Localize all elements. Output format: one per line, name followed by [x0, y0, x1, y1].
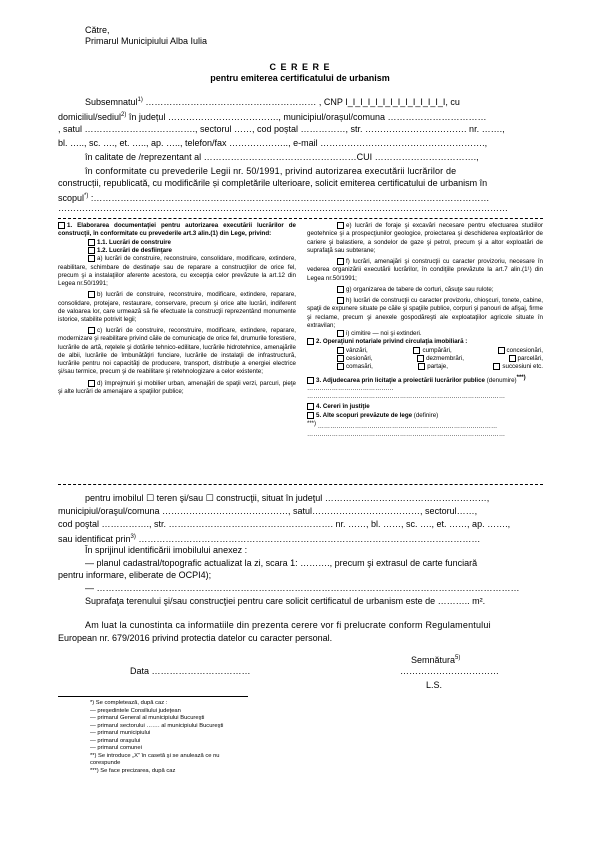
- divider-top: [58, 218, 543, 219]
- option-dezmembrari[interactable]: dezmembrări,: [417, 355, 464, 363]
- section-5-line-2[interactable]: ……………………………………………………………………………………: [307, 431, 505, 439]
- applicant-line-5[interactable]: în calitate de /reprezentant al ……………………………………………CUI …………………………….,: [85, 152, 479, 162]
- left-column: [58, 222, 296, 396]
- property-line-1[interactable]: pentru imobilul ☐ teren şi/sau ☐ construcţii, situat în judeţul ………………………………………………,: [85, 493, 490, 503]
- item-g[interactable]: g) organizarea de tabere de corturi, căsuţe sau rulote;: [307, 286, 543, 294]
- option-succesiuni[interactable]: succesiuni etc.: [493, 363, 543, 371]
- purpose-line[interactable]: scopul*) :……………………………………………………………………………………………………………………: [58, 193, 490, 203]
- item-h[interactable]: h) lucrări de construcţii cu caracter provizoriu, chioşcuri, tonete, cabine, spaţii de expunere situate pe căile şi spaţiile publice, corpuri şi panouri de afişaj, firme şi reclame, precum şi anexele gospodăreşti ale exploataţiilor agricole situate în extravilan;: [307, 297, 543, 329]
- property-line-2[interactable]: municipiul/oraşul/comuna ……………………………………, satul………………………………, sectorul……,: [58, 506, 478, 516]
- section-5-heading[interactable]: 5. Alte scopuri prevăzute de lege (definire): [307, 412, 543, 420]
- property-line-3[interactable]: cod poştal ……………., str. ………………………………………………. nr. ……, bl. ……, sc. …., et. ……, ap. …….,: [58, 519, 511, 529]
- ls-label: L.S.: [426, 680, 443, 690]
- checkbox[interactable]: [88, 327, 95, 334]
- attachment-other[interactable]: — ……………………………………………………………………………………………………………………………: [85, 583, 520, 593]
- attachment-plan[interactable]: — planul cadastral/topografic actualizat la zi, scara 1: ………., precum şi extrasul de carte funciară: [85, 558, 478, 568]
- notarial-options-row-2: [307, 355, 543, 363]
- section-2-heading[interactable]: 2. Operaţiuni notariale privind circulaţia imobiliară :: [307, 338, 543, 346]
- applicant-line-2[interactable]: domiciliul/sediul$^{2)}$ în județul ………………………………., municipiul/orașul/comuna ……………………………: [58, 112, 487, 122]
- recipient-name: Primarul Municipiului Alba Iulia: [85, 36, 208, 46]
- checkbox[interactable]: [493, 363, 500, 370]
- property-line-4[interactable]: sau identificat prin$^{3)}$ ……………………………………………………………………………………………………: [58, 534, 481, 544]
- gdpr-line-2: European nr. 679/2016 privind protectia datelor cu caracter personal.: [58, 633, 333, 643]
- checkbox[interactable]: [417, 355, 424, 362]
- attachment-plan-2: pentru informare, eliberate de OCPI4);: [58, 570, 212, 580]
- section-3-heading[interactable]: 3. Adjudecarea prin licitaţie a proiectării lucrărilor publice (denumire)***) ……………………………………: [307, 374, 526, 392]
- item-d[interactable]: d) împrejmuiri şi mobilier urban, amenajări de spaţii verzi, parcuri, pieţe şi alte lucrări de amenajare a spaţiilor publice;: [58, 379, 296, 395]
- checkbox[interactable]: [58, 222, 65, 229]
- option-parcelari[interactable]: parcelări,: [509, 355, 543, 363]
- applicant-line-4[interactable]: bl. ….., sc. …., et. ….., ap. ….., telefon/fax ……………….., e-mail ……………………………………………….,: [58, 138, 488, 148]
- signature-label: Semnătura$^{5)}$: [411, 655, 461, 665]
- section-1-1[interactable]: 1.1. Lucrări de construire: [58, 239, 296, 247]
- section-4-heading[interactable]: 4. Cereri în justiţie: [307, 403, 543, 411]
- checkbox[interactable]: [337, 297, 344, 304]
- notarial-options-row-3: [307, 363, 543, 371]
- option-cumparari[interactable]: cumpărări,: [413, 347, 451, 355]
- section-1-2[interactable]: 1.2. Lucrări de desfiinţare: [58, 247, 296, 255]
- checkbox[interactable]: [337, 355, 344, 362]
- footnote-rule: [58, 696, 248, 697]
- checkbox[interactable]: [337, 286, 344, 293]
- law-text-2: construcții, republicată, cu modificările și completările ulterioare, solicit emiterea certificatului de urbanism în: [58, 178, 488, 188]
- checkbox[interactable]: [498, 347, 505, 354]
- applicant-line-1: Subsemnatul$^{1)}$ ………………………………………………… , CNP I_I_I_I_I_I_I_I_I_I_I_I_I_I, cu: [85, 97, 460, 107]
- section-1-heading[interactable]: 1. Elaborarea documentaţiei pentru autorizarea executării lucrărilor de construcţii, în conformitate cu prevederile art.3 alin.(1) din Lege, privind:: [58, 222, 296, 238]
- law-text-1: în conformitate cu prevederile Legii nr. 50/1991, privind autorizarea executării lucrărilor de: [85, 166, 457, 176]
- checkbox[interactable]: [88, 247, 95, 254]
- checkbox[interactable]: [307, 403, 314, 410]
- item-f[interactable]: f) lucrări, amenajări şi construcţii cu caracter provizoriu, necesare în vederea organizării executării lucrărilor, în condiţiile prevăzute la art.7 alin.(1¹) din Legea nr.50/1991;: [307, 258, 543, 282]
- checkbox[interactable]: [418, 363, 425, 370]
- right-column: [307, 222, 543, 440]
- checkbox[interactable]: [307, 338, 314, 345]
- surface-line[interactable]: Suprafaţa terenului şi/sau construcţiei pentru care solicit certificatul de urbanism este de ……….. m².: [85, 596, 486, 606]
- checkbox[interactable]: [307, 412, 314, 419]
- item-c[interactable]: c) lucrări de construire, reconstruire, modificare, extindere, reparare, modernizare şi reabilitare privind căile de comunicaţie de orice fel, drumurile forestiere, lucrările de artă, reţelele şi dotările tehnico-edilitare, lucrările hidrotehnice, amenajările de albii, lucrările de îmbunătăţiri funciare, lucrările de instalaţii de infrastructură, lucrările pentru noi capacităţi de producere, transport, distribuţie a energiei electrice şi/sau termice, precum şi de reabilitare şi retehnologizare a celor existente;: [58, 327, 296, 376]
- option-concesionari[interactable]: concesionări,: [498, 347, 543, 355]
- checkbox[interactable]: [337, 258, 344, 265]
- gdpr-line-1: Am luat la cunostinta ca informatiile din prezenta cerere vor fi prelucrate conform Regulamentului: [85, 620, 491, 630]
- checkbox[interactable]: [337, 347, 344, 354]
- checkbox[interactable]: [413, 347, 420, 354]
- option-vanzari[interactable]: vânzări,: [337, 347, 368, 355]
- form-title: C E R E R E: [269, 62, 331, 72]
- footnotes: *) Se completează, după caz : — preşedintele Consiliului judeţean — primarul General al municipiului Bucureşti — primarul sectorului ……. al municipiului Bucureşti — primarul municipiului — primarul oraşului — primarul comunei **) Se introduce „X” în casetă şi se anulează ce nu corespunde ***) Se face precizarea, după caz: [90, 700, 224, 774]
- checkbox[interactable]: [337, 222, 344, 229]
- item-e[interactable]: e) lucrări de foraje şi excavări necesare pentru efectuarea studiilor geotehnice şi a prospecţiunilor geologice, proiectarea şi deschiderea exploatărilor de cariere şi balastiere, a sondelor de gaze şi petrol, precum şi a altor exploatări de suprafaţă sau subterane;: [307, 222, 543, 254]
- checkbox[interactable]: [337, 363, 344, 370]
- attachments-heading: În sprijinul identificării imobilului anexez :: [85, 545, 248, 555]
- checkbox[interactable]: [88, 239, 95, 246]
- item-i[interactable]: i) cimitire — noi şi extinderi.: [307, 330, 543, 338]
- applicant-line-3[interactable]: , satul ………………………………., sectorul ……, cod poștal ……………, str. ……………………………. nr. …….,: [58, 124, 505, 134]
- cnp-label[interactable]: , CNP I_I_I_I_I_I_I_I_I_I_I_I_I_I, cu: [318, 97, 460, 107]
- section-5-line[interactable]: ***) ……………………………………………………………………………: [307, 421, 498, 431]
- checkbox[interactable]: [88, 380, 95, 387]
- option-cesionari[interactable]: cesionări,: [337, 355, 372, 363]
- divider-bottom: [58, 484, 543, 485]
- applicant-name-field[interactable]: …………………………………………………: [145, 97, 319, 107]
- addressee-label: Către,: [85, 25, 110, 35]
- checkbox[interactable]: [509, 355, 516, 362]
- date-field[interactable]: Data ……………………………: [130, 666, 251, 676]
- item-b[interactable]: b) lucrări de construire, reconstruire, modificare, extindere, reparare, consolidare, protejare, restaurare, conservare, precum şi orice alte lucrări, indiferent de valoarea lor, care urmează să fie efectuate la construcţii reprezentând monumente istorice, stabilite potrivit legii;: [58, 291, 296, 323]
- checkbox[interactable]: [337, 330, 344, 337]
- option-partaje[interactable]: partaje,: [418, 363, 448, 371]
- form-subtitle: pentru emiterea certificatului de urbanism: [210, 73, 390, 83]
- notarial-options-row-1: [307, 347, 543, 355]
- applicant-name-label: Subsemnatul: [85, 97, 138, 107]
- item-a[interactable]: a) lucrări de construire, reconstruire, consolidare, modificare, extindere, reabilitare, schimbare de destinaţie sau de reparare a construcţiilor de orice fel, precum şi a instalaţiilor aferente acestora, cu excepţia celor prevăzute la art.12 din Legea nr.50/1991;: [58, 255, 296, 287]
- signature-field[interactable]: ……………………………: [400, 666, 499, 676]
- purpose-line-2[interactable]: ……………………………………………………………………………………………………………………………………: [58, 203, 508, 213]
- checkbox[interactable]: [307, 377, 314, 384]
- checkbox[interactable]: [88, 255, 95, 262]
- section-3-line[interactable]: ……………………………………………………………………………………: [307, 393, 505, 401]
- option-comasari[interactable]: comasări,: [337, 363, 373, 371]
- checkbox[interactable]: [88, 291, 95, 298]
